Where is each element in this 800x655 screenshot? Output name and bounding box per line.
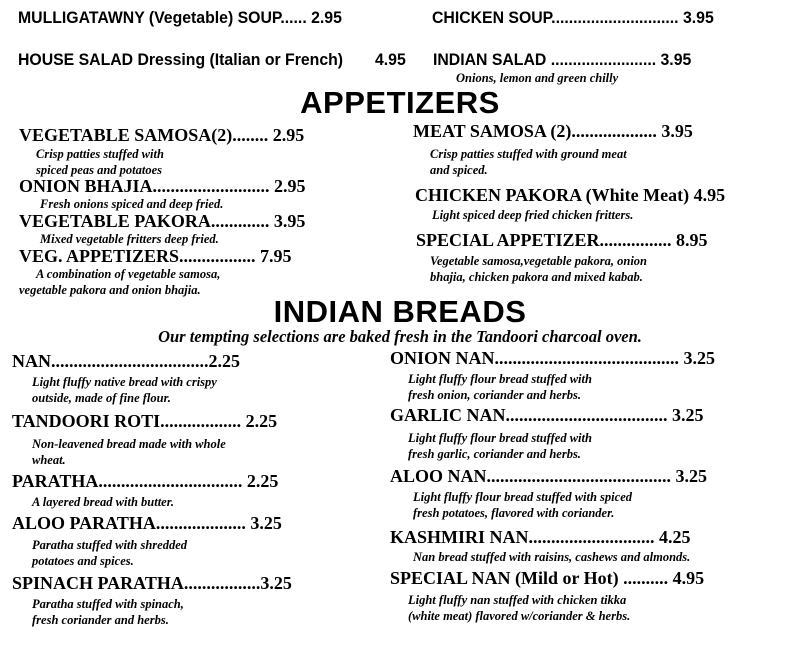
veg-appetizers-item: VEG. APPETIZERS................. 7.95 xyxy=(19,246,292,266)
kashmiri-nan-item: KASHMIRI NAN............................ 4.25 xyxy=(390,527,691,547)
mulligatawny-soup-item: MULLIGATAWNY (Vegetable) SOUP...... 2.95 xyxy=(18,8,342,27)
special-appetizer-description: Vegetable samosa,vegetable pakora, onion bhajia, chicken pakora and mixed kabab. xyxy=(430,254,647,284)
vegetable-pakora-description: Mixed vegetable fritters deep fried. xyxy=(40,232,219,246)
chicken-pakora-description: Light spiced deep fried chicken fritters. xyxy=(432,208,634,222)
veg-appetizers-description: A combination of vegetable samosa, vegetable pakora and onion bhajia. xyxy=(19,267,221,297)
paratha-item: PARATHA................................ 2.25 xyxy=(12,471,279,491)
spinach-paratha-description: Paratha stuffed with spinach, fresh coriander and herbs. xyxy=(32,597,184,627)
garlic-nan-description: Light fluffy flour bread stuffed with fresh garlic, coriander and herbs. xyxy=(408,431,592,461)
special-nan-description: Light fluffy nan stuffed with chicken tikka (white meat) flavored w/coriander & herbs. xyxy=(408,593,631,623)
meat-samosa-description: Crisp patties stuffed with ground meat and spiced. xyxy=(430,147,627,177)
onion-bhajia-item: ONION BHAJIA.......................... 2.95 xyxy=(19,176,306,196)
vegetable-samosa-item: VEGETABLE SAMOSA(2)........ 2.95 xyxy=(19,125,305,145)
vegetable-samosa-description: Crisp patties stuffed with spiced peas and potatoes xyxy=(36,147,164,177)
aloo-paratha-description: Paratha stuffed with shredded potatoes and spices. xyxy=(32,538,187,568)
chicken-pakora-item: CHICKEN PAKORA (White Meat) 4.95 xyxy=(415,185,726,205)
aloo-nan-description: Light fluffy flour bread stuffed with spiced fresh potatoes, flavored with coriander. xyxy=(413,490,632,520)
tandoori-roti-item: TANDOORI ROTI.................. 2.25 xyxy=(12,411,278,431)
house-salad-item: HOUSE SALAD Dressing (Italian or French) xyxy=(18,50,344,69)
indian-breads-heading: INDIAN BREADS xyxy=(273,294,527,329)
chicken-soup-item: CHICKEN SOUP............................. 3.95 xyxy=(432,8,714,27)
paratha-description: A layered bread with butter. xyxy=(32,495,175,509)
indian-salad-item: INDIAN SALAD ........................ 3.95 xyxy=(433,50,692,69)
aloo-paratha-item: ALOO PARATHA.................... 3.25 xyxy=(12,513,282,533)
vegetable-pakora-item: VEGETABLE PAKORA............. 3.95 xyxy=(19,211,306,231)
onion-bhajia-description: Fresh onions spiced and deep fried. xyxy=(40,197,224,211)
breads-tagline: Our tempting selections are baked fresh in the Tandoori charcoal oven. xyxy=(158,327,642,346)
kashmiri-nan-description: Nan bread stuffed with raisins, cashews and almonds. xyxy=(413,550,691,564)
tandoori-roti-description: Non-leavened bread made with whole wheat. xyxy=(32,437,226,467)
special-nan-item: SPECIAL NAN (Mild or Hot) .......... 4.95 xyxy=(390,568,705,588)
house-salad-price: 4.95 xyxy=(375,50,406,69)
aloo-nan-item: ALOO NAN......................................... 3.25 xyxy=(390,466,708,486)
meat-samosa-item: MEAT SAMOSA (2)................... 3.95 xyxy=(413,121,693,141)
garlic-nan-item: GARLIC NAN.................................... 3.25 xyxy=(390,405,704,425)
indian-salad-description: Onions, lemon and green chilly xyxy=(456,71,619,85)
special-appetizer-item: SPECIAL APPETIZER................ 8.95 xyxy=(416,230,708,250)
nan-description: Light fluffy native bread with crispy outside, made of fine flour. xyxy=(32,375,217,405)
spinach-paratha-item: SPINACH PARATHA.................3.25 xyxy=(12,573,292,593)
onion-nan-description: Light fluffy flour bread stuffed with fresh onion, coriander and herbs. xyxy=(408,372,592,402)
appetizers-heading: APPETIZERS xyxy=(300,85,500,120)
nan-item: NAN...................................2.25 xyxy=(12,351,240,371)
onion-nan-item: ONION NAN......................................... 3.25 xyxy=(390,348,716,368)
